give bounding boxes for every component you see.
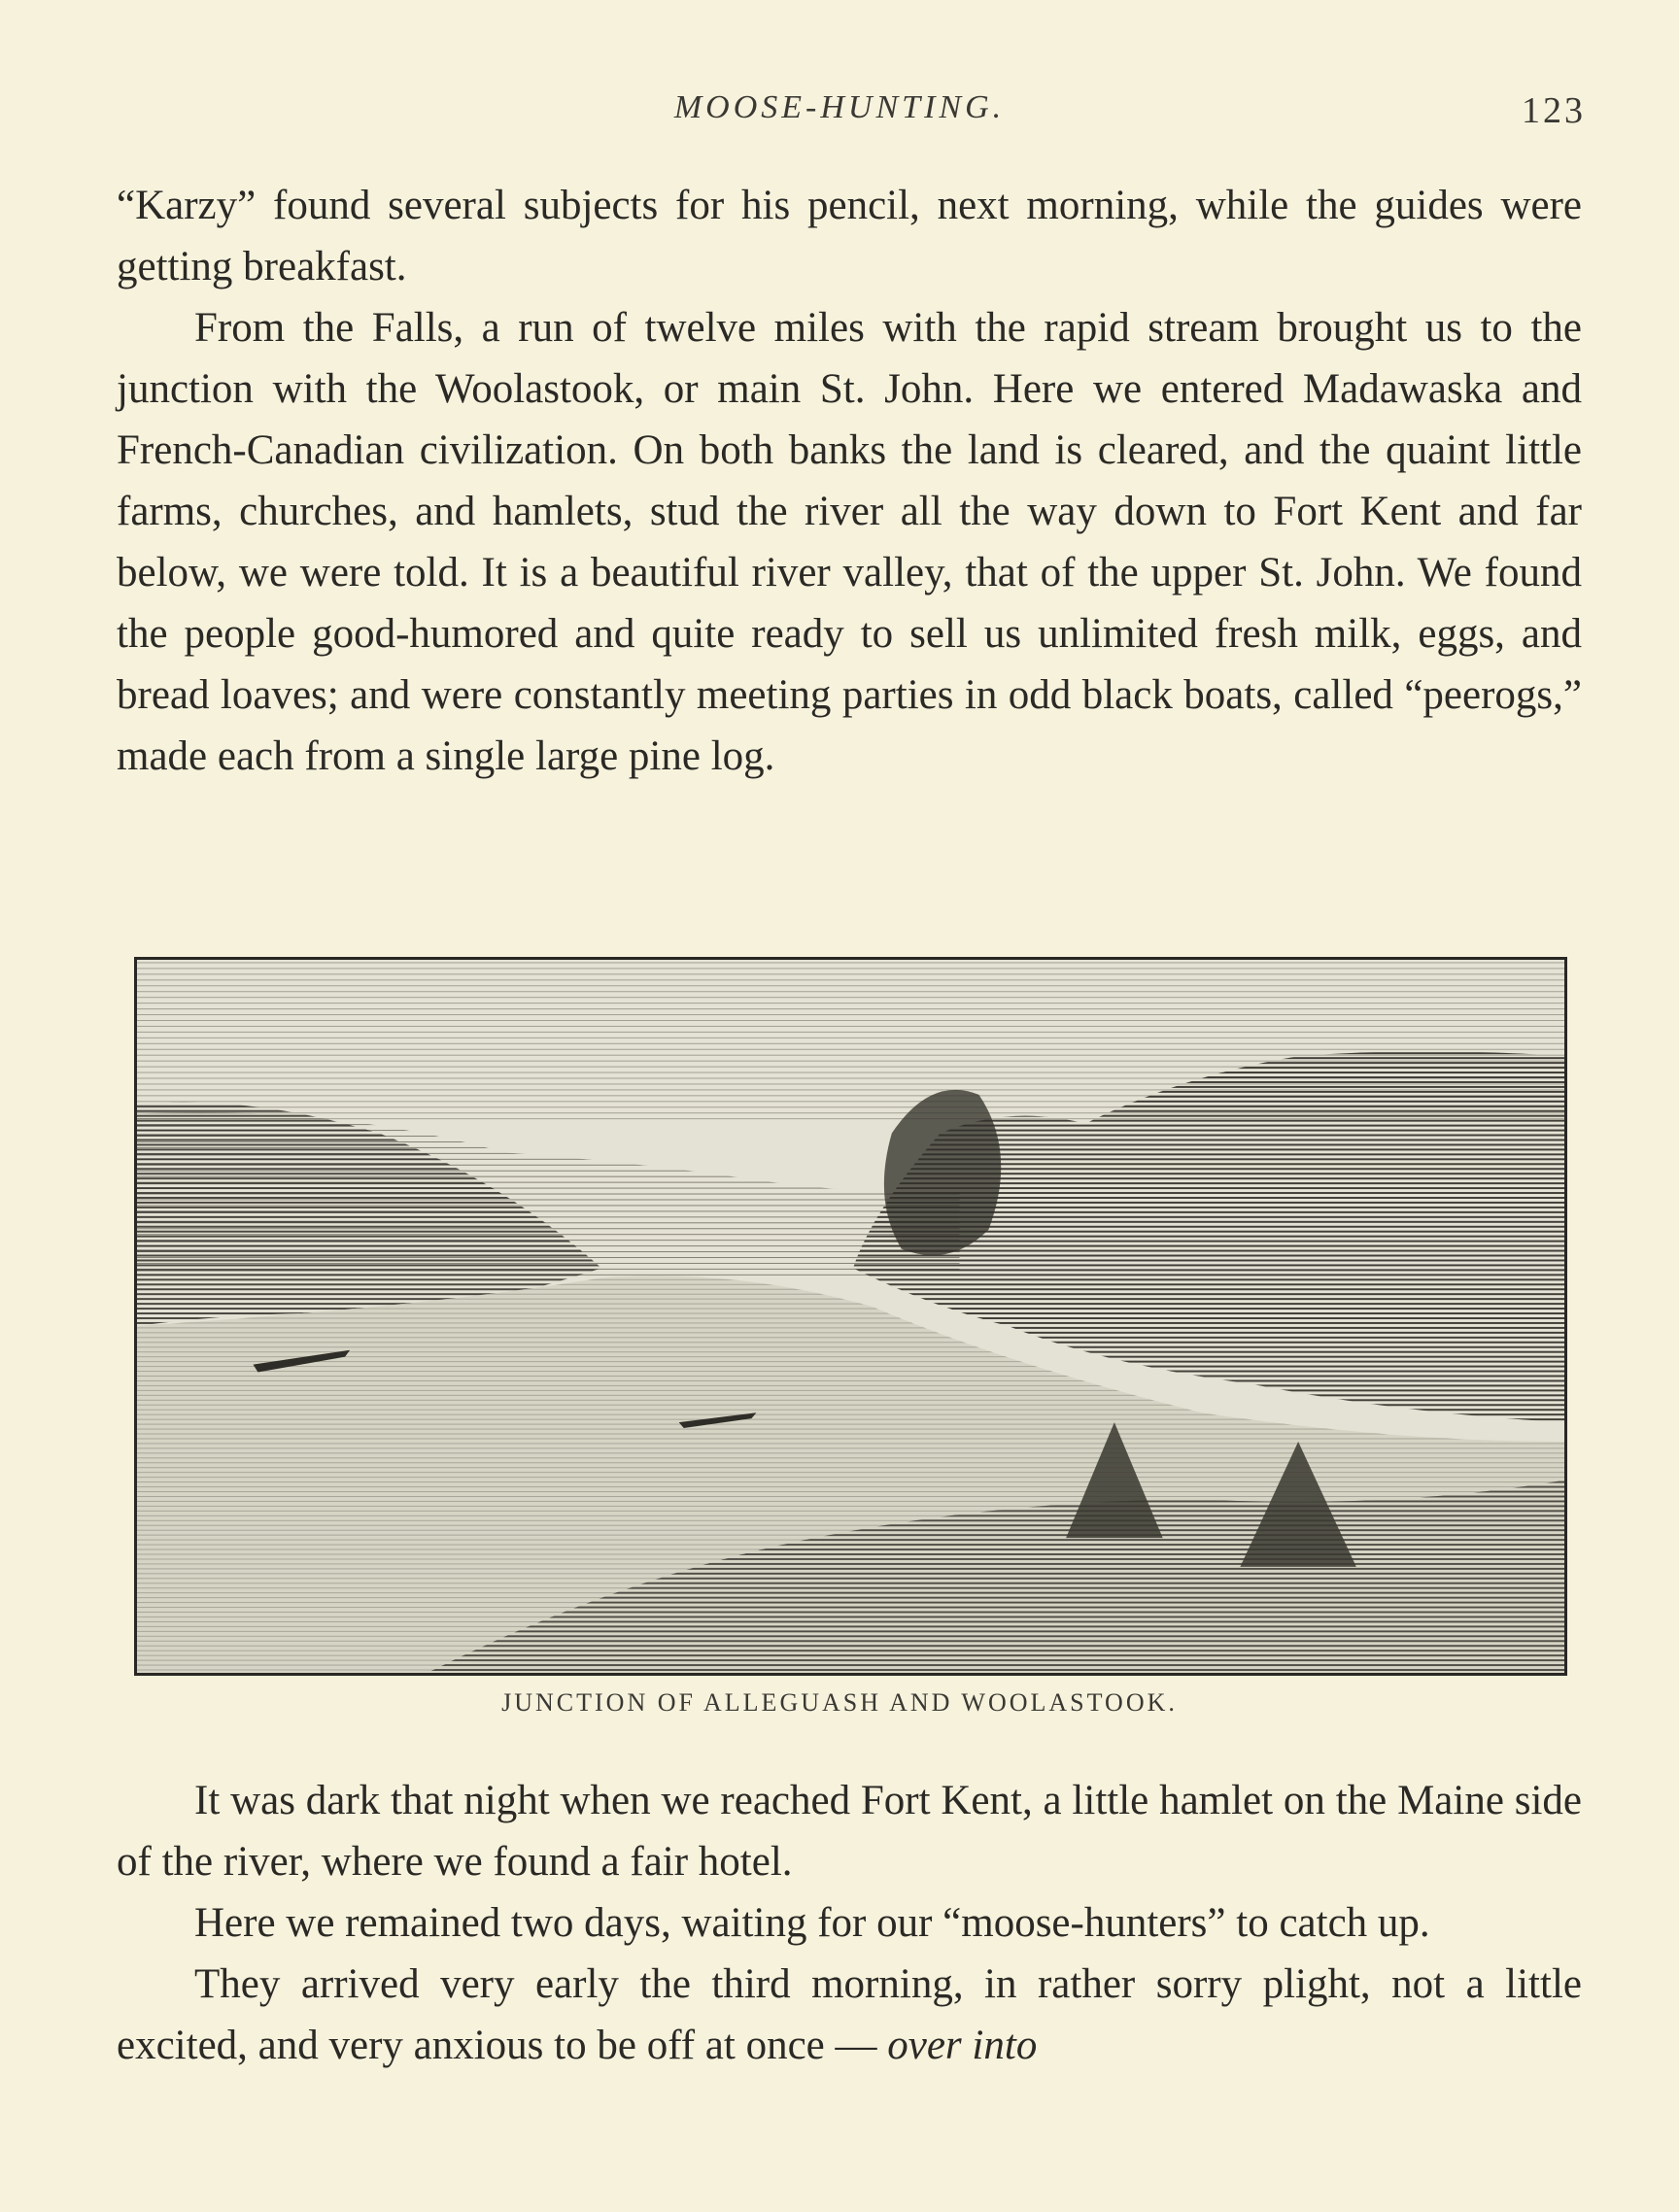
text-block-bottom — [117, 1770, 1582, 2076]
paragraph-arrival-main: They arrived very early the third morning, in rather sorry plight, not a little excited, and very anxious to be off at once — — [117, 1961, 1582, 2068]
paragraph-falls: From the Falls, a run of twelve miles with the rapid stream brought us to the junction with the Woolastook, or main St. John. Here we entered Madawaska and French-Canadian civilization. On both banks the land is cleared, and the quaint little farms, churches, and hamlets, stud the river all the way down to Fort Kent and far below, we were told. It is a beautiful river valley, that of the upper St. John. We found the people good-humored and quite ready to sell us unlimited fresh milk, eggs, and bread loaves; and were constantly meeting parties in odd black boats, called “peerogs,” made each from a single large pine log. — [117, 305, 1582, 779]
text-block-top — [117, 175, 1582, 787]
figure-caption: JUNCTION OF ALLEGUASH AND WOOLASTOOK. — [501, 1688, 1178, 1717]
running-head: MOOSE-HUNTING. — [673, 89, 1006, 125]
river-engraving-illustration — [134, 957, 1567, 1676]
page-number: 123 — [1522, 90, 1586, 131]
paragraph-fort-kent: It was dark that night when we reached Fort Kent, a little hamlet on the Maine side of the river, where we found a fair hotel. — [117, 1778, 1582, 1885]
paragraph-karzy: “Karzy” found several subjects for his pencil, next morning, while the guides were getting breakfast. — [117, 183, 1582, 289]
paragraph-arrival — [117, 1954, 1582, 2076]
engraving-landscape-icon — [137, 960, 1564, 1673]
paragraph-moose-hunters: Here we remained two days, waiting for our “moose-hunters” to catch up. — [194, 1900, 1430, 1946]
paragraph-arrival-italic: over into — [887, 2023, 1038, 2068]
